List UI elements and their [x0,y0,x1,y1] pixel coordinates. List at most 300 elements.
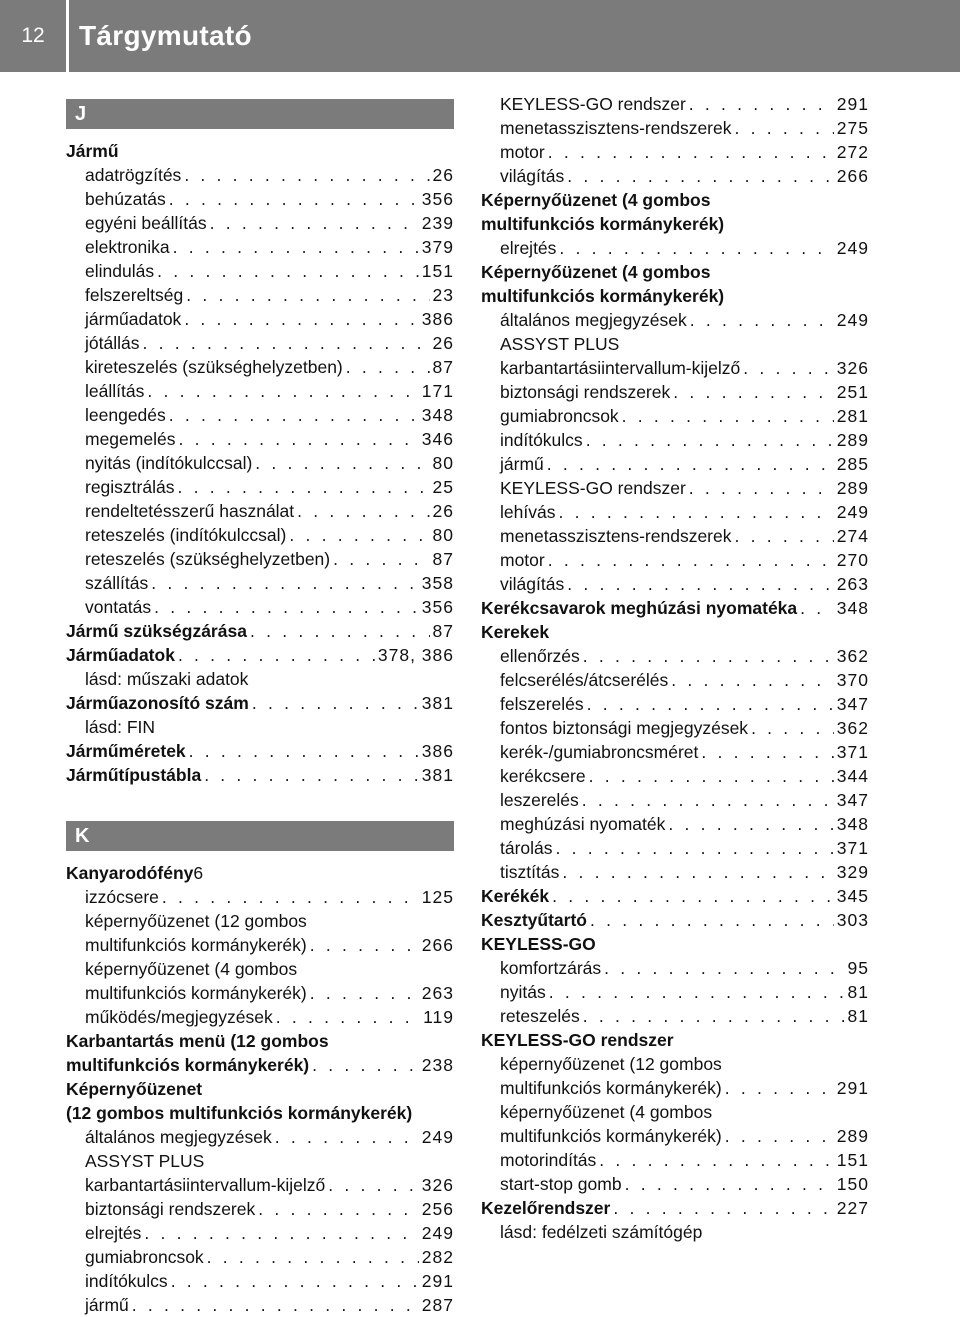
page-reference[interactable]: 272 [836,142,869,162]
index-entry [481,908,869,932]
dot-leader [567,572,834,596]
dot-leader [583,644,834,668]
entry-label: Kerékék [481,886,550,906]
index-subentry [481,548,869,572]
page-reference[interactable]: 370 [836,670,869,690]
entry-label: motor [500,142,545,162]
page-reference[interactable]: 26 [432,501,454,521]
index-subentry [481,1124,869,1148]
page-reference[interactable]: 289 [836,478,869,498]
index-subentry [66,355,454,379]
index-subentry [481,524,869,548]
dot-leader [552,884,834,908]
entry-label: KEYLESS-GO rendszer [481,1030,674,1050]
entry-label: leszerelés [500,790,579,810]
entry-label: általános megjegyzések [85,1127,272,1147]
entry-label: felcserélés/átcserélés [500,670,669,690]
section-letter-header: J [66,99,454,129]
dot-leader [173,235,419,259]
entry-label: kireteszelés (szükséghelyzetben) [85,357,343,377]
entry-label: indítókulcs [85,1271,168,1291]
dot-leader [275,1125,419,1149]
page-reference[interactable]: 371 [836,742,869,762]
entry-label: menetasszisztens-rendszerek [500,526,732,546]
index-subentry [66,957,454,981]
index-entry [66,691,454,715]
entry-label: izzócsere [85,887,159,907]
dot-leader [734,524,833,548]
entry-label: biztonsági rendszerek [85,1199,256,1219]
entry-label: gumiabroncsok [500,406,619,426]
entry-label: multifunkciós kormánykerék) [85,935,307,955]
page-reference[interactable]: 371 [836,838,869,858]
entry-label: karbantartásiintervallum-kijelző [500,358,741,378]
dot-leader [258,1197,419,1221]
index-subentry [66,1293,454,1317]
entry-label: multifunkciós kormánykerék) [481,214,725,234]
dot-leader [169,187,419,211]
index-subentry [481,428,869,452]
page-reference[interactable]: 80 [432,453,454,473]
entry-label: Képernyőüzenet (4 gombos [481,190,711,210]
index-subentry [66,163,454,187]
index-subentry [66,283,454,307]
entry-label: lásd: FIN [85,717,156,737]
entry-label: lásd: fedélzeti számítógép [500,1222,703,1242]
page-reference[interactable]: 303 [836,910,869,930]
entry-label: fontos biztonsági megjegyzések [500,718,749,738]
dot-leader [589,764,834,788]
dot-leader [210,211,419,235]
page-reference[interactable]: 348 [836,598,869,618]
page-reference[interactable]: 266 [421,935,454,955]
page-reference[interactable]: 266 [836,166,869,186]
dot-leader [690,308,834,332]
index-entry [481,596,869,620]
index-subentry [66,1269,454,1293]
dot-leader [177,475,429,499]
dot-leader [151,571,419,595]
dot-leader [548,548,834,572]
index-subentry [481,740,869,764]
index-subentry [66,427,454,451]
index-subentry [481,452,869,476]
page-reference[interactable]: 346 [421,429,454,449]
page-reference[interactable]: 151 [836,1150,869,1170]
index-subentry [66,235,454,259]
page-reference[interactable]: 249 [421,1127,454,1147]
page-number: 12 [21,24,45,47]
page-reference[interactable]: 326 [836,358,869,378]
index-subentry [481,716,869,740]
page-reference[interactable]: 23 [432,285,454,305]
page-reference[interactable]: 171 [421,381,454,401]
dot-leader [333,547,429,571]
index-subentry [481,380,869,404]
entry-label: gumiabroncsok [85,1247,204,1267]
index-subentry [481,860,869,884]
index-subentry [66,523,454,547]
entry-label: elrejtés [500,238,557,258]
dot-leader [689,476,834,500]
entry-label-group [66,861,203,885]
index-entry [481,620,869,644]
page-reference[interactable]: 362 [836,646,869,666]
index-subentry [66,1197,454,1221]
index-subentry [66,499,454,523]
index-subentry [481,956,869,980]
dot-leader [142,331,429,355]
entry-label: elrejtés [85,1223,142,1243]
index-subentry [66,1005,454,1029]
dot-leader [252,691,419,715]
dot-leader [567,164,834,188]
page-reference[interactable]: 81 [847,982,869,1002]
index-subentry [66,909,454,933]
entry-label: elektronika [85,237,170,257]
page-reference[interactable]: 125 [421,887,454,907]
dot-leader [701,740,833,764]
index-entry [66,1101,454,1125]
index-entry [481,932,869,956]
index-subentry [66,715,454,739]
entry-label: Kerékcsavarok meghúzási nyomatéka [481,598,798,618]
entry-label: kerékcsere [500,766,586,786]
page-reference[interactable]: 249 [836,502,869,522]
page-reference[interactable]: 275 [836,118,869,138]
index-subentry [481,140,869,164]
index-subentry [481,836,869,860]
index-subentry [66,1221,454,1245]
dot-leader [207,1245,419,1269]
index-subentry [66,379,454,403]
index-subentry [66,475,454,499]
index-subentry [481,1172,869,1196]
dot-leader [673,380,834,404]
dot-leader [604,956,844,980]
dot-leader [154,595,419,619]
index-entry [66,139,454,163]
dot-leader [186,283,429,307]
dot-leader [613,1196,833,1220]
page-reference[interactable]: 239 [421,213,454,233]
entry-label: biztonsági rendszerek [500,382,671,402]
page-reference[interactable]: 348 [421,405,454,425]
page-reference[interactable]: 151 [421,261,454,281]
page-reference[interactable]: 378, 386 [377,645,454,665]
page-reference[interactable]: 80 [432,525,454,545]
entry-label: jótállás [85,333,140,353]
dot-leader [204,763,419,787]
page-reference[interactable]: 362 [836,718,869,738]
entry-label: képernyőüzenet (12 gombos [85,911,307,931]
page-reference[interactable]: 356 [421,597,454,617]
entry-label: egyéni beállítás [85,213,207,233]
index-entry [481,1196,869,1220]
index-subentry [66,547,454,571]
dot-leader [562,860,833,884]
page-reference[interactable]: 329 [836,862,869,882]
dot-leader [189,739,419,763]
header-divider [66,0,69,72]
dot-leader [586,428,834,452]
page-reference[interactable]: 281 [836,406,869,426]
page-reference[interactable]: 95 [847,958,869,978]
page-reference[interactable]: 249 [421,1223,454,1243]
page-reference[interactable]: 274 [836,526,869,546]
page-reference[interactable]: 87 [432,621,454,641]
entry-label: világítás [500,574,565,594]
index-subentry [481,1148,869,1172]
page-reference[interactable]: 26 [432,333,454,353]
entry-label: Kanyarodófény [66,863,194,883]
dot-leader [144,1221,418,1245]
entry-label: nyitás (indítókulccsal) [85,453,253,473]
page-reference[interactable]: 287 [421,1295,454,1315]
entry-label: nyitás [500,982,546,1002]
dot-leader [547,452,834,476]
dot-leader [689,92,834,116]
entry-label: lásd: műszaki adatok [85,669,249,689]
dot-leader [599,1148,834,1172]
page-reference[interactable]: 119 [423,1007,454,1027]
page-reference[interactable]: 270 [836,550,869,570]
dot-leader [590,908,834,932]
entry-label: multifunkciós kormánykerék) [500,1078,722,1098]
entry-label: komfortzárás [500,958,602,978]
entry-label: KEYLESS-GO [481,934,596,954]
entry-label: reteszelés [500,1006,580,1026]
entry-label: multifunkciós kormánykerék) [481,286,725,306]
page-reference[interactable]: 291 [836,94,869,114]
page-reference[interactable]: 386 [421,741,454,761]
page-reference[interactable]: 289 [836,1126,869,1146]
page-reference[interactable]: 227 [836,1198,869,1218]
entry-label: Járműazonosító szám [66,693,249,713]
index-column-right [481,92,869,1244]
entry-label: reteszelés (indítókulccsal) [85,525,287,545]
index-subentry [66,1173,454,1197]
index-subentry [66,1149,454,1173]
index-entry [66,739,454,763]
index-subentry [66,211,454,235]
entry-label: szállítás [85,573,149,593]
entry-label: képernyőüzenet (12 gombos [500,1054,722,1074]
entry-label: karbantartásiintervallum-kijelző [85,1175,326,1195]
entry-label: működés/megjegyzések [85,1007,273,1027]
index-subentry [66,667,454,691]
dot-leader [310,981,419,1005]
page-reference[interactable]: 386 [421,309,454,329]
entry-label: Kezelőrendszer [481,1198,611,1218]
entry-label: tárolás [500,838,553,858]
section-letter-header: K [66,821,454,851]
index-subentry [481,644,869,668]
page-reference[interactable]: 256 [421,1199,454,1219]
index-subentry [481,308,869,332]
entry-label: regisztrálás [85,477,175,497]
dot-leader [184,163,429,187]
page-reference[interactable]: 249 [836,310,869,330]
index-entry [66,1029,454,1053]
dot-leader [725,1124,834,1148]
dot-leader [583,1004,845,1028]
dot-leader [556,836,834,860]
entry-label: tisztítás [500,862,560,882]
dot-leader [346,355,430,379]
page-reference[interactable]: 347 [836,790,869,810]
dot-leader [625,1172,834,1196]
entry-label: járműadatok [85,309,182,329]
dot-leader [184,307,418,331]
page-reference[interactable]: 344 [836,766,869,786]
dot-leader [147,379,418,403]
page-reference[interactable]: 81 [847,1006,869,1026]
page-reference[interactable]: 348 [836,814,869,834]
entry-label: képernyőüzenet (4 gombos [85,959,298,979]
dot-leader [297,499,429,523]
page-reference[interactable]: 251 [836,382,869,402]
entry-label: adatrögzítés [85,165,182,185]
dot-leader [582,788,834,812]
page-reference[interactable]: 381 [421,765,454,785]
index-subentry [66,571,454,595]
page-reference[interactable]: 282 [421,1247,454,1267]
entry-label: KEYLESS-GO rendszer [500,478,686,498]
index-entry [66,1053,454,1077]
entry-label: Képernyőüzenet [66,1079,203,1099]
index-subentry [66,259,454,283]
dot-leader [751,716,834,740]
entry-label: multifunkciós kormánykerék) [85,983,307,1003]
entry-label: leállítás [85,381,145,401]
index-subentry [481,1076,869,1100]
entry-label: Képernyőüzenet (4 gombos [481,262,711,282]
dot-leader [178,643,375,667]
dot-leader [171,1269,419,1293]
entry-label: képernyőüzenet (4 gombos [500,1102,713,1122]
page-reference[interactable]: 285 [836,454,869,474]
entry-label: ASSYST PLUS [500,334,620,354]
entry-label: világítás [500,166,565,186]
index-subentry [481,1004,869,1028]
dot-leader [289,523,429,547]
page-reference[interactable]: 356 [421,189,454,209]
index-subentry [481,788,869,812]
entry-label: Járműtípustábla [66,765,202,785]
dot-leader [169,403,419,427]
page-reference[interactable]: 249 [836,238,869,258]
index-entry [66,619,454,643]
page-reference[interactable]: 345 [836,886,869,906]
index-subentry [481,572,869,596]
entry-label: megemelés [85,429,176,449]
dot-leader [328,1173,419,1197]
entry-label: ASSYST PLUS [85,1151,205,1171]
dot-leader [743,356,834,380]
index-subentry [66,885,454,909]
page-header [0,0,960,72]
page-title: Tárgymutató [79,20,252,51]
dot-leader [558,500,833,524]
page-reference[interactable]: 326 [421,1175,454,1195]
dot-leader [157,259,419,283]
index-subentry [481,764,869,788]
entry-label: jármű [85,1295,129,1315]
entry-label: általános megjegyzések [500,310,687,330]
index-subentry [66,187,454,211]
page-reference[interactable]: 87 [432,357,454,377]
entry-label: leengedés [85,405,166,425]
index-subentry [481,332,869,356]
index-subentry [66,403,454,427]
index-subentry [481,1220,869,1244]
page-reference[interactable]: 150 [836,1174,869,1194]
index-entry [481,1028,869,1052]
page-reference[interactable]: 26 [432,165,454,185]
index-entry [481,188,869,212]
entry-label: felszerelés [500,694,584,714]
entry-label: Járműadatok [66,645,175,665]
page-reference[interactable]: 25 [432,477,454,497]
index-entry [66,1077,454,1101]
entry-label: meghúzási nyomaték [500,814,666,834]
entry-label: felszereltség [85,285,184,305]
entry-label: rendeltetésszerű használat [85,501,295,521]
entry-label: Járműméretek [66,741,186,761]
page-reference[interactable]: 291 [421,1271,454,1291]
index-subentry [481,92,869,116]
dot-leader [622,404,834,428]
entry-label: multifunkciós kormánykerék) [500,1126,722,1146]
page-reference[interactable]: 379 [421,237,454,257]
index-entry [481,884,869,908]
entry-label: motorindítás [500,1150,597,1170]
entry-label: multifunkciós kormánykerék) [66,1055,310,1075]
index-subentry [481,812,869,836]
page-reference[interactable]: 381 [421,693,454,713]
entry-label: Kerekek [481,622,550,642]
index-subentry [66,331,454,355]
page-reference[interactable]: 263 [836,574,869,594]
page-reference[interactable]: 289 [836,430,869,450]
index-subentry [66,595,454,619]
index-subentry [481,980,869,1004]
page-reference[interactable]: 347 [836,694,869,714]
index-subentry [66,307,454,331]
page-reference[interactable]: 238 [421,1055,454,1075]
dot-leader [162,885,419,909]
index-subentry [481,236,869,260]
index-subentry [66,981,454,1005]
dot-leader [548,140,834,164]
index-entry [481,284,869,308]
dot-leader [250,619,430,643]
page-reference[interactable]: 263 [421,983,454,1003]
entry-label: motor [500,550,545,570]
index-subentry [481,164,869,188]
entry-label: vontatás [85,597,152,617]
dot-leader [671,668,834,692]
entry-label: (12 gombos multifunkciós kormánykerék) [66,1103,413,1123]
index-subentry [66,451,454,475]
page-reference[interactable]: 291 [836,1078,869,1098]
dot-leader [310,933,419,957]
page-reference[interactable]: 358 [421,573,454,593]
dot-leader [255,451,429,475]
page-reference[interactable]: 87 [432,549,454,569]
entry-label: elindulás [85,261,155,281]
